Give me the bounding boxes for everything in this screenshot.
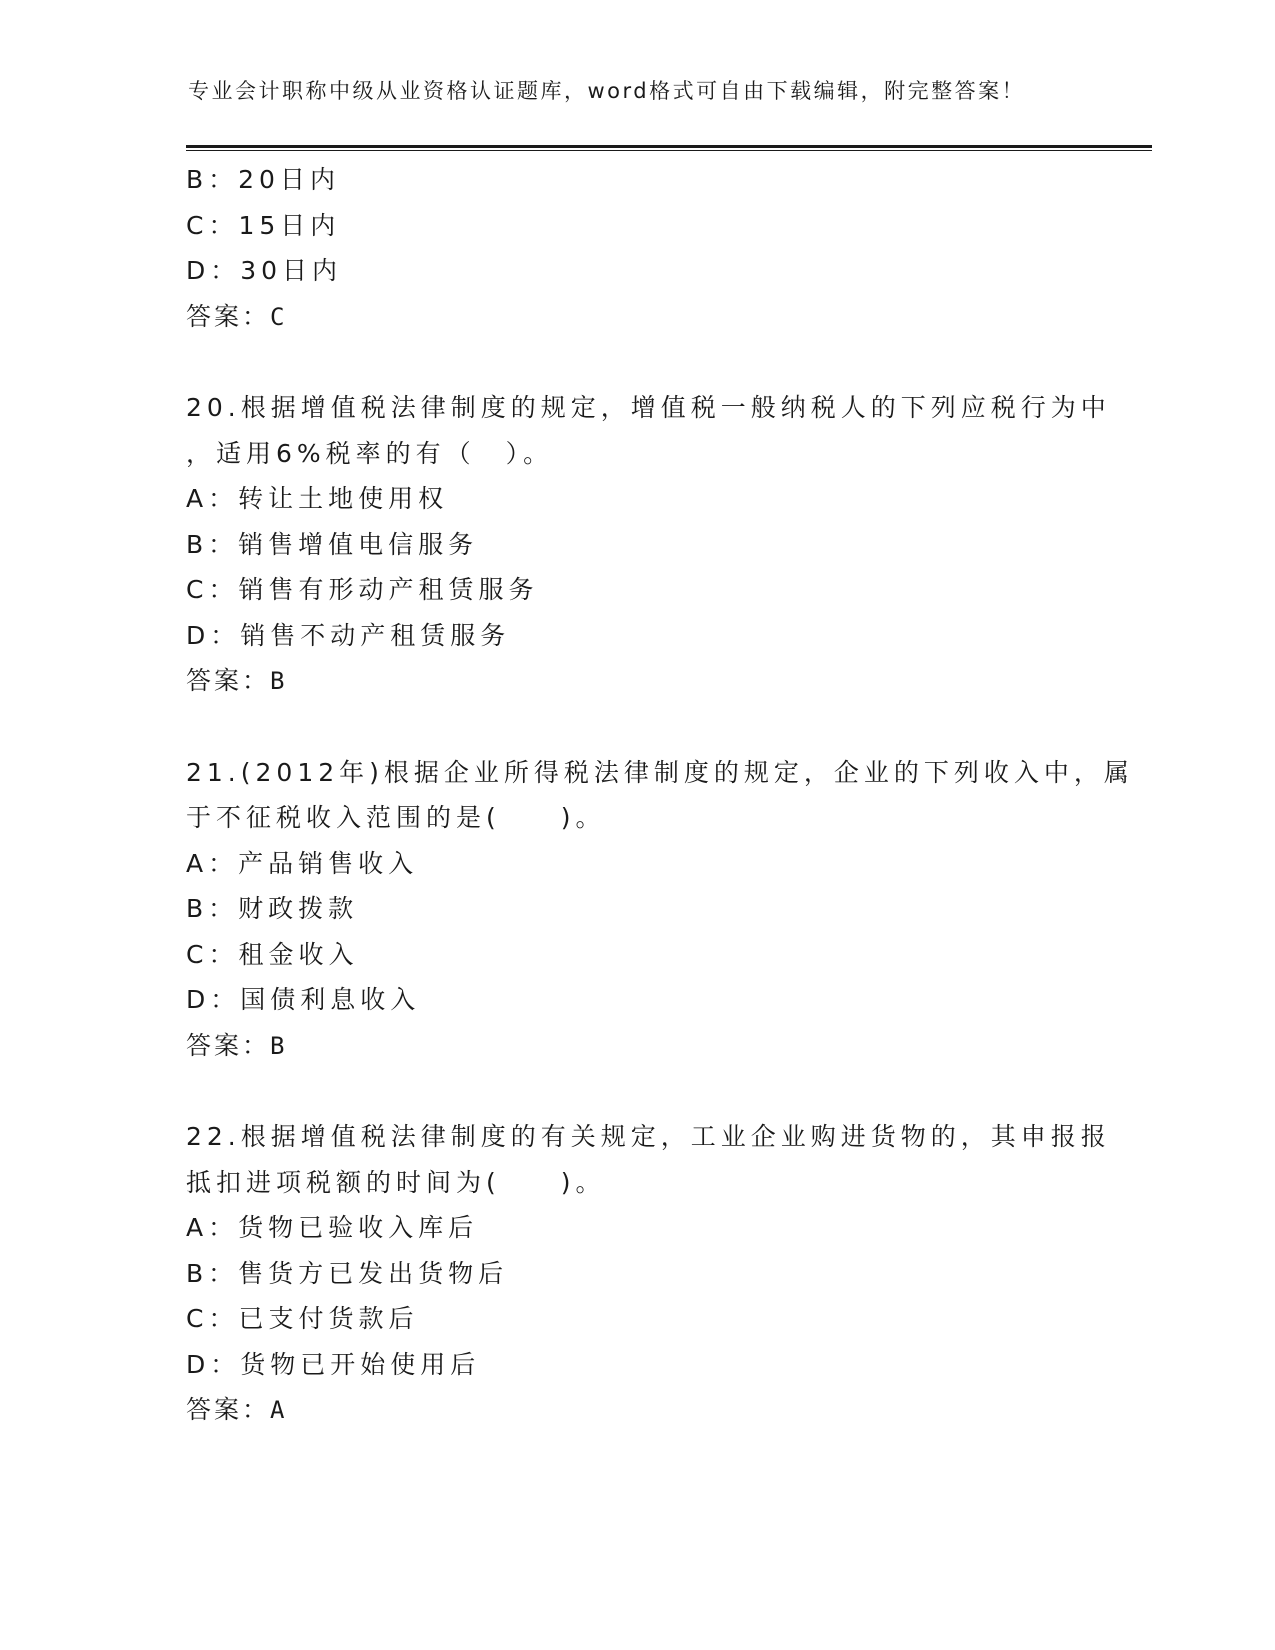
answer-line [186,294,1086,341]
question-stem-line: 21.(2012年)根据企业所得税法律制度的规定，企业的下列收入中，属 [186,757,1134,787]
question-list [186,157,1134,1434]
answer-label: 答案： [186,1395,271,1424]
question-stem-line: 22.根据增值税法律制度的有关规定，工业企业购进货物的，其申报报 [186,1122,1111,1151]
question-block-19 [186,157,1086,340]
option-b: B：20日内 [186,165,340,194]
option-c: C：销售有形动产租赁服务 [186,575,539,604]
option-c: C：15日内 [186,210,341,240]
option-b: B：销售增值电信服务 [186,529,479,559]
answer-line [186,1023,1086,1070]
header-divider-thin [186,150,1152,151]
header-divider-thick [186,145,1152,148]
option-d: D：国债利息收入 [186,985,421,1014]
option-d: D：30日内 [186,256,343,285]
spacer [186,340,1086,385]
answer-label: 答案： [186,1030,271,1060]
question-stem-line: 20.根据增值税法律制度的规定，增值税一般纳税人的下列应税行为中 [186,393,1111,422]
answer-value: A [270,1396,285,1424]
option-d: D：货物已开始使用后 [186,1349,481,1379]
spacer [186,1069,1086,1114]
option-c: C：已支付货款后 [186,1304,419,1333]
answer-label: 答案： [186,301,271,331]
answer-value: B [270,667,285,695]
question-block-20 [186,385,1111,705]
answer-line [186,658,1086,705]
page-header: 专业会计职称中级从业资格认证题库，word格式可自由下载编辑，附完整答案！ [188,79,1026,103]
question-block-21 [186,750,1134,1070]
question-block-22 [186,1114,1111,1434]
option-b: B：售货方已发出货物后 [186,1258,509,1288]
option-a: A：货物已验收入库后 [186,1213,479,1242]
answer-label: 答案： [186,666,271,695]
option-b: B：财政拨款 [186,894,359,923]
answer-line [186,1387,1086,1434]
question-stem-line: 于不征税收入范围的是( )。 [186,803,606,832]
answer-value: B [270,1031,285,1060]
question-stem-line: 抵扣进项税额的时间为( )。 [186,1167,606,1197]
answer-value: C [270,302,285,331]
option-a: A：产品销售收入 [186,848,419,878]
question-stem-line: ，适用6%税率的有（ ）。 [186,438,554,468]
option-a: A：转让土地使用权 [186,484,449,513]
spacer [186,705,1086,750]
option-d: D：销售不动产租赁服务 [186,620,511,650]
option-c: C：租金收入 [186,939,359,969]
